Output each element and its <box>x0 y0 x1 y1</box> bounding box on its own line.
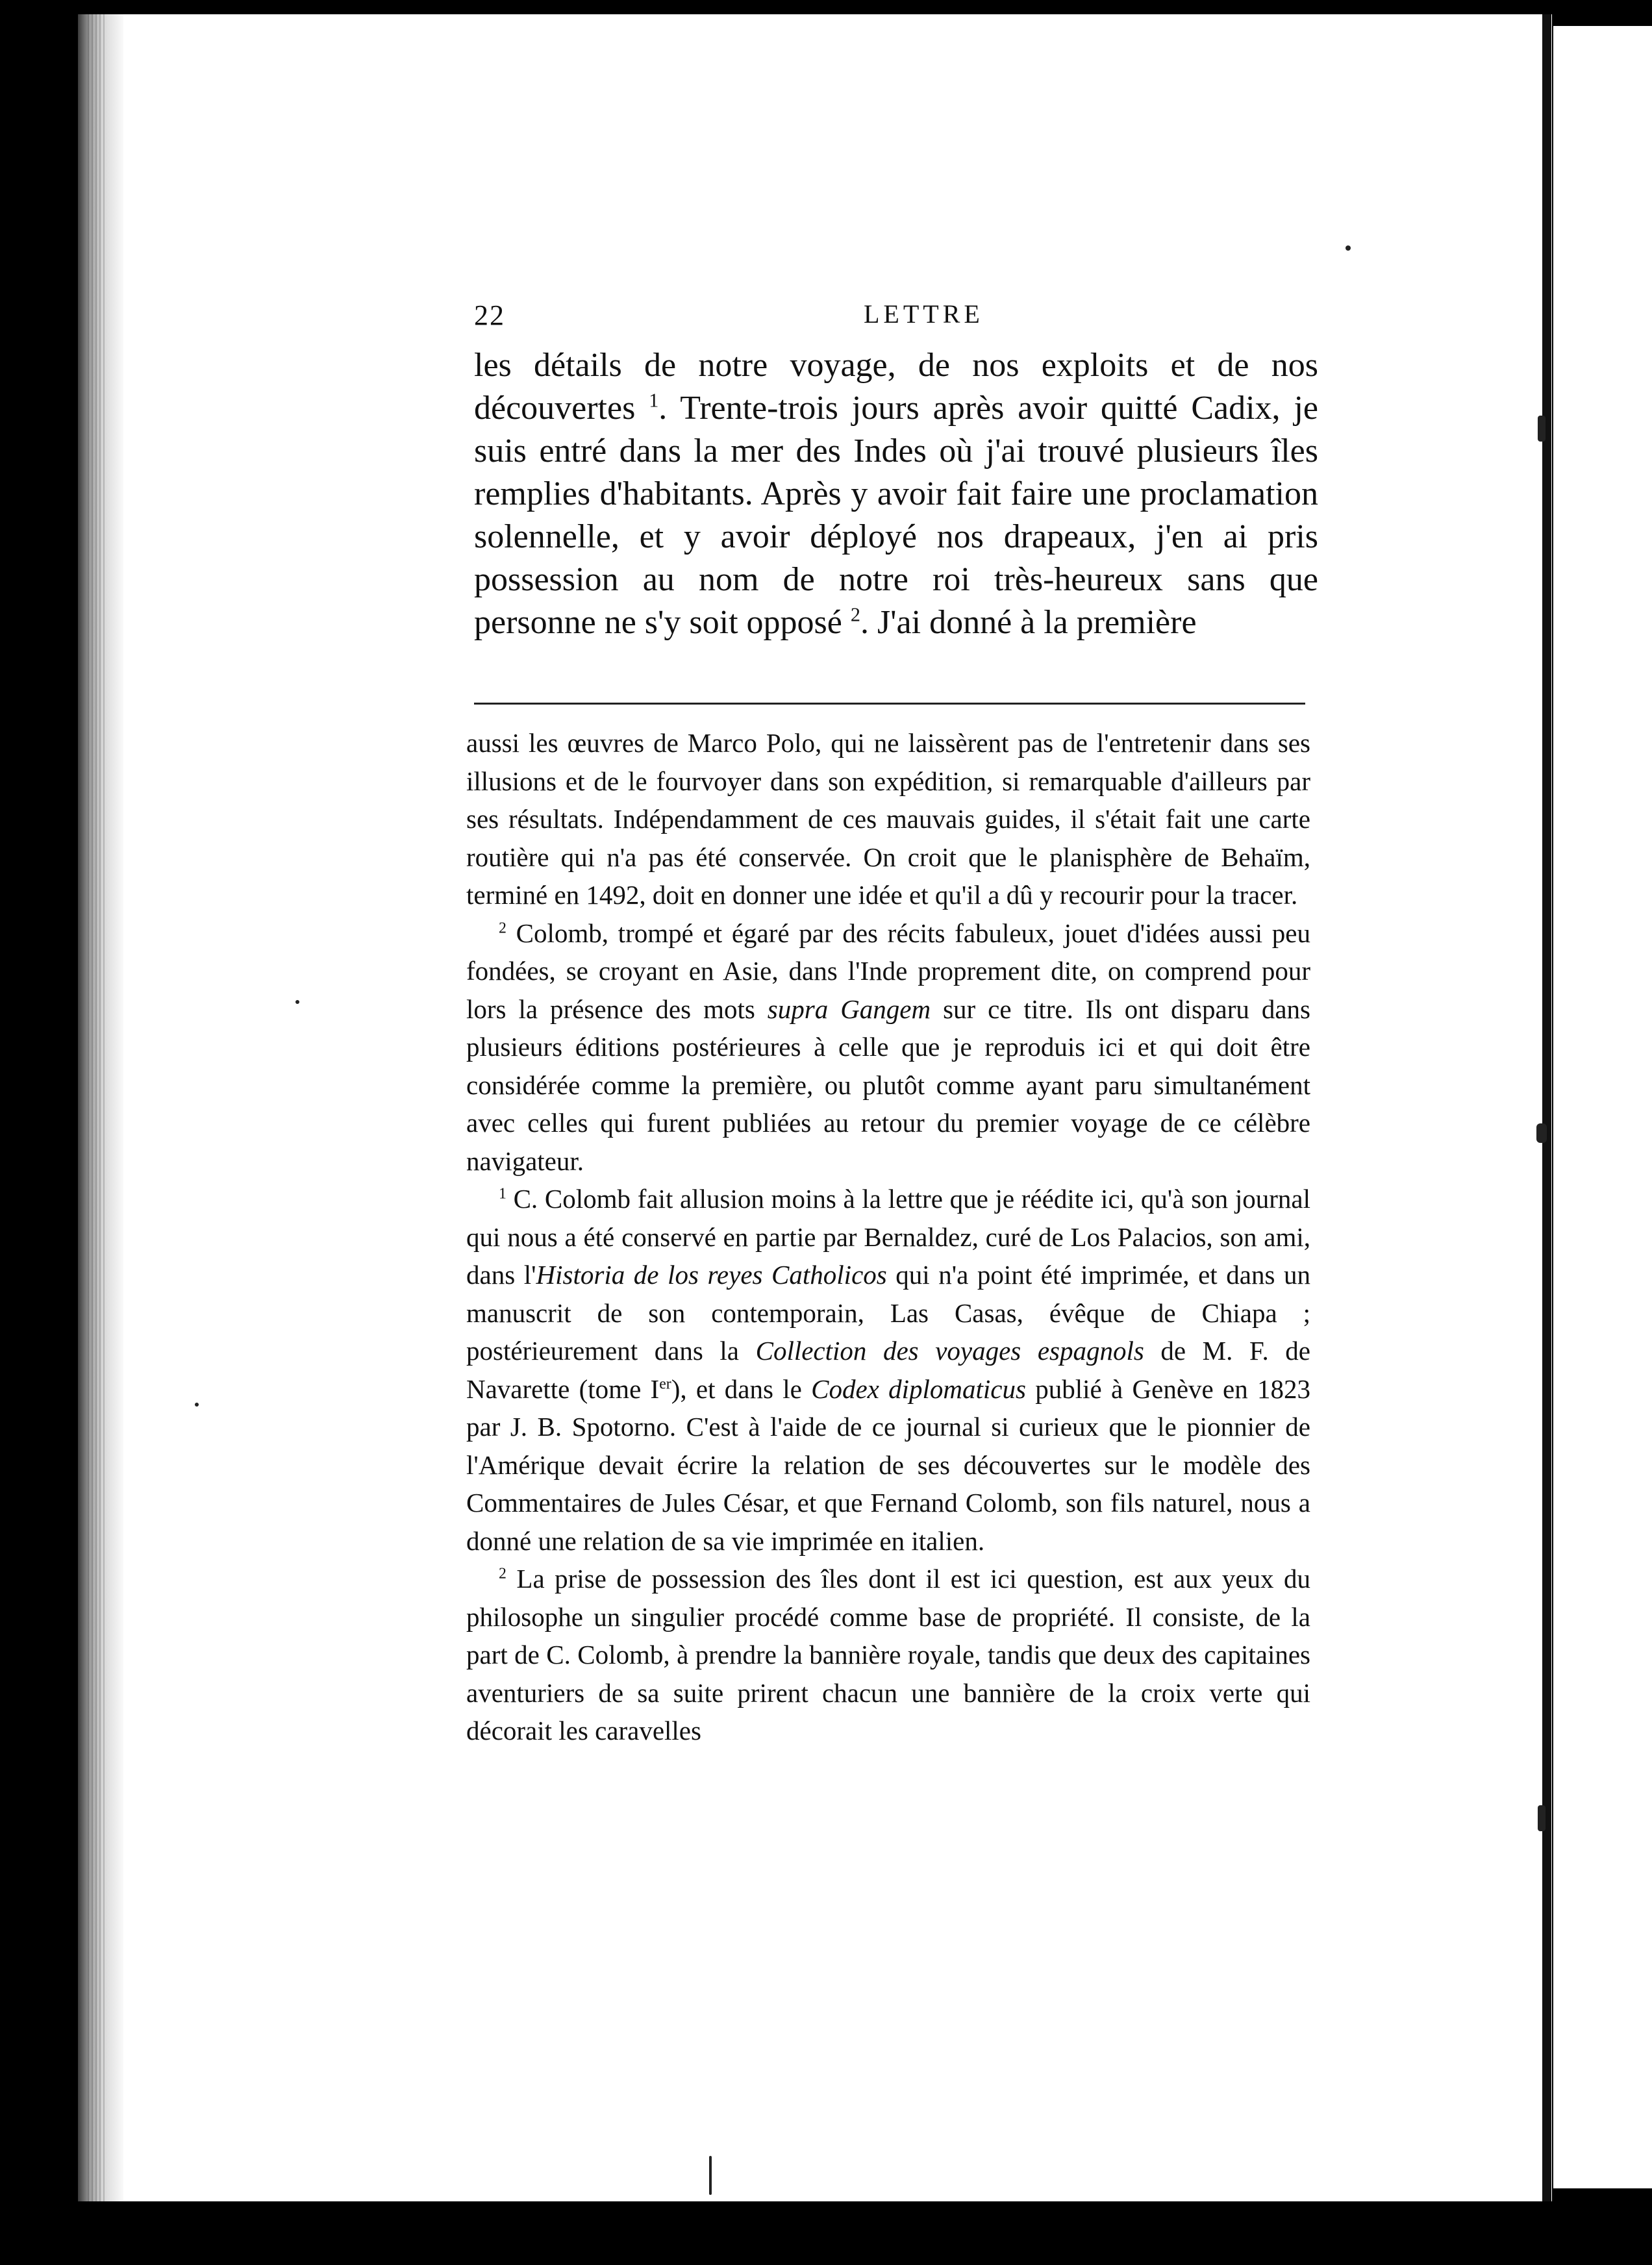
scan-speck <box>709 2156 712 2195</box>
footnote-number: 2 <box>499 1565 507 1583</box>
footnote-marker: 2 <box>850 603 860 626</box>
scan-speck <box>1538 1805 1546 1831</box>
footnote-text: sur ce titre. Ils ont disparu dans plusieurs éditions postérieures à celle que je reproduis ici et qui doit être considérée comme la première, ou plutôt comme ayant paru simultanément avec celles qui furent publiées au retour du premier voyage de ce célèbre navigateur. <box>466 994 1310 1176</box>
footnote-text: publié à Genève en 1823 par J. B. Spotorno. C'est à l'aide de ce journal si curieux que le pionnier de l'Amérique devait écrire la relation de ses découvertes sur le modèle des Commentaires de Jules César, et que Fernand Colomb, son fils naturel, nous a donné une relation de sa vie imprimée en italien. <box>466 1373 1311 1556</box>
footnote-italic: Collection des voyages espagnols <box>755 1336 1144 1366</box>
adjacent-page-strip <box>1553 26 1652 2188</box>
running-title: LETTRE <box>864 299 984 329</box>
footnote-text: ), et dans le <box>671 1373 812 1404</box>
scan-speck <box>1536 1123 1547 1143</box>
scan-speck <box>295 1000 299 1004</box>
footnote-text: qui n'a point été imprimée, et dans un manuscrit de son contemporain, Las Casas, évêque de Chiapa ; postérieurement dans la <box>466 1260 1310 1366</box>
footnote-superscript: er <box>659 1375 671 1392</box>
page-number: 22 <box>474 299 505 331</box>
scan-speck <box>195 1403 199 1407</box>
footnote-text: La prise de possession des îles dont il est ici question, est aux yeux du philosophe un singulier procédé comme base de propriété. Il consiste, de la part de C. Colomb, à prendre la bannière royale, tandis que deux des capitaines aventuriers de sa suite prirent chacun une bannière de la croix verte qui décorait les caravelles <box>466 1564 1310 1746</box>
footnote-italic: Historia de los reyes Catholicos <box>536 1260 887 1290</box>
footnote <box>466 1560 1310 1750</box>
main-paragraph <box>474 344 1318 644</box>
running-head <box>474 299 1318 344</box>
footnote-italic: Codex diplomaticus <box>811 1373 1026 1404</box>
footnote-number: 2 <box>499 919 507 936</box>
footnote-continuation: aussi les œuvres de Marco Polo, qui ne laissèrent pas de l'entretenir dans ses illusions et de le fourvoyer dans son expédition, si remarquable d'ailleurs par ses résultats. Indépendamment de ces mauvais guides, il s'était fait une carte routière qui n'a pas été conservée. On croit que le planisphère de Behaïm, terminé en 1492, doit en donner une idée et qu'il a dû y recourir pour la tracer. <box>466 728 1310 910</box>
footnote-marker: 1 <box>649 389 659 412</box>
footnote-text: C. Colomb fait allusion moins à la lettre que je réédite ici, qu'à son journal qui nous a été conservé en partie par Bernaldez, curé de Los Palacios, son ami, dans l' <box>466 1184 1310 1290</box>
page-right-edge <box>1542 14 1551 2201</box>
footnote-number: 1 <box>499 1185 507 1203</box>
footnotes <box>466 724 1310 1750</box>
text-segment: . J'ai donné à la première <box>860 604 1197 641</box>
text-segment: . Trente-trois jours après avoir quitté Cadix, je suis entré dans la mer des Indes où j'ai trouvé plusieurs îles remplies d'habitants. Après y avoir fait faire une proclamation solennelle, et y avoir déployé nos drapeaux, j'en ai pris possession au nom de notre roi très-heureux sans que personne ne s'y soit opposé <box>474 390 1318 641</box>
main-text <box>474 344 1318 644</box>
footnote-separator <box>474 703 1305 705</box>
footnote <box>466 1180 1310 1560</box>
text-segment: les détails de notre voyage, de nos exploits et de nos découvertes <box>474 347 1318 427</box>
page-edge-lines <box>88 14 107 2201</box>
footnote <box>466 914 1310 1181</box>
footnote-text: de M. F. de Navarette (tome I <box>466 1336 1310 1404</box>
footnote-italic: supra Gangem <box>767 994 931 1024</box>
scan-speck <box>1538 416 1546 442</box>
scan-speck <box>1345 245 1351 251</box>
footnote-text: Colomb, trompé et égaré par des récits fabuleux, jouet d'idées aussi peu fondées, se croyant en Asie, dans l'Inde proprement dite, on comprend pour lors la présence des mots <box>466 918 1310 1024</box>
